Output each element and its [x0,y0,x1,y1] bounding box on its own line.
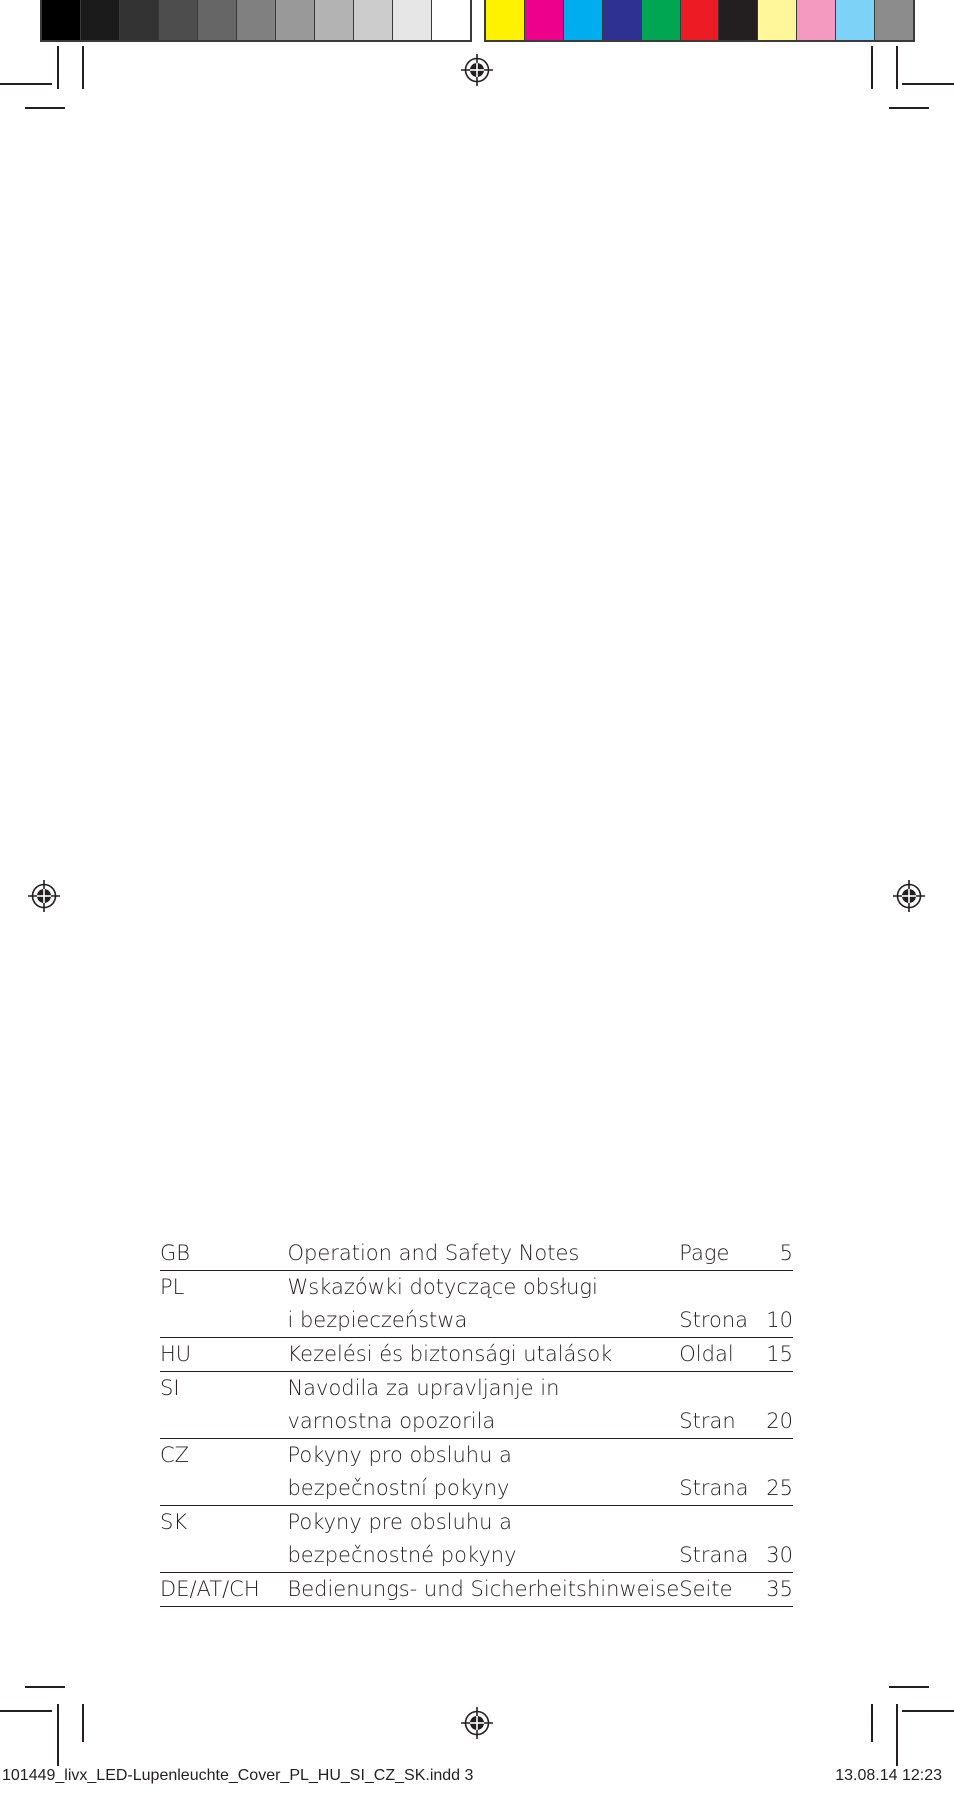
gray-swatch-11 [432,0,470,40]
section-title: Kezelési és biztonsági utalások [287,1338,679,1372]
process-swatch-11 [875,0,913,40]
section-title-line-2: i bezpieczeństwa [287,1304,679,1338]
toc-row [160,1506,793,1540]
crop-mark [25,107,65,109]
section-title-line-2: varnostna opozorila [287,1405,679,1439]
page-label: Page [679,1237,753,1271]
toc-row-continuation [160,1304,793,1338]
gray-swatch-7 [276,0,315,40]
crop-mark [0,83,52,85]
slug-filename: 101449_livx_LED-Lupenleuchte_Cover_PL_HU_SI_CZ_SK.indd 3 [2,1767,474,1784]
grayscale-color-bar [40,0,472,42]
crop-mark [896,1704,898,1766]
crop-mark [82,1704,84,1742]
gray-swatch-1 [42,0,81,40]
crop-mark [57,1704,59,1766]
page-number: 25 [753,1472,793,1506]
page-label: Strana [679,1472,753,1506]
section-title: Operation and Safety Notes [287,1237,679,1271]
crop-mark [902,1710,954,1712]
process-swatch-4 [603,0,642,40]
crop-mark [0,1710,52,1712]
page-number: 10 [753,1304,793,1338]
toc-row [160,1271,793,1305]
crop-mark [82,46,84,89]
toc-row-continuation [160,1539,793,1573]
toc-row [160,1338,793,1372]
language-code: DE/AT/CH [160,1573,287,1607]
page-number: 5 [753,1237,793,1271]
process-swatch-8 [758,0,797,40]
process-swatch-6 [681,0,720,40]
gray-swatch-3 [120,0,159,40]
crop-mark [25,1686,65,1688]
crop-mark [889,1686,929,1688]
process-swatch-3 [564,0,603,40]
gray-swatch-4 [159,0,198,40]
section-title: Navodila za upravljanje in [287,1376,560,1400]
crop-mark [57,46,59,89]
gray-swatch-5 [198,0,237,40]
toc-row-continuation [160,1405,793,1439]
section-title: Pokyny pre obsluhu a [287,1510,512,1534]
section-title-line-2: bezpečnostní pokyny [287,1472,679,1506]
language-code: PL [160,1275,185,1299]
language-code: GB [160,1237,287,1271]
language-index-table [160,1237,793,1607]
section-title: Pokyny pro obsluhu a [287,1443,512,1467]
process-swatch-7 [719,0,758,40]
gray-swatch-10 [393,0,432,40]
slug-datetime: 13.08.14 12:23 [835,1767,942,1784]
registration-mark-icon [460,1706,494,1740]
gray-swatch-2 [81,0,120,40]
page-number: 35 [753,1573,793,1607]
language-code: SI [160,1376,180,1400]
gray-swatch-8 [315,0,354,40]
page-number: 20 [753,1405,793,1439]
crop-mark [902,83,954,85]
crop-mark [889,107,929,109]
crop-mark [871,46,873,89]
registration-mark-icon [27,879,61,913]
language-code: CZ [160,1443,190,1467]
toc-row-continuation [160,1472,793,1506]
toc-row [160,1439,793,1473]
page-label: Seite [679,1573,753,1607]
process-swatch-5 [642,0,681,40]
page-label: Oldal [679,1338,753,1372]
process-swatch-2 [525,0,564,40]
registration-mark-icon [892,879,926,913]
page-label: Strana [679,1539,753,1573]
page-label: Stran [679,1405,753,1439]
crop-mark [871,1704,873,1742]
section-title-line-2: bezpečnostné pokyny [287,1539,679,1573]
language-code: HU [160,1338,287,1372]
crop-mark [896,46,898,89]
language-code: SK [160,1510,188,1534]
process-swatch-1 [486,0,525,40]
gray-swatch-6 [237,0,276,40]
process-color-bar [484,0,915,42]
page-label: Strona [679,1304,753,1338]
toc-row [160,1372,793,1406]
process-swatch-9 [797,0,836,40]
section-title: Bedienungs- und Sicherheitshinweise [287,1573,679,1607]
section-title: Wskazówki dotyczące obsługi [287,1275,598,1299]
page-number: 15 [753,1338,793,1372]
page-number: 30 [753,1539,793,1573]
gray-swatch-9 [354,0,393,40]
toc-row [160,1573,793,1607]
registration-mark-icon [460,53,494,87]
toc-row [160,1237,793,1271]
process-swatch-10 [836,0,875,40]
